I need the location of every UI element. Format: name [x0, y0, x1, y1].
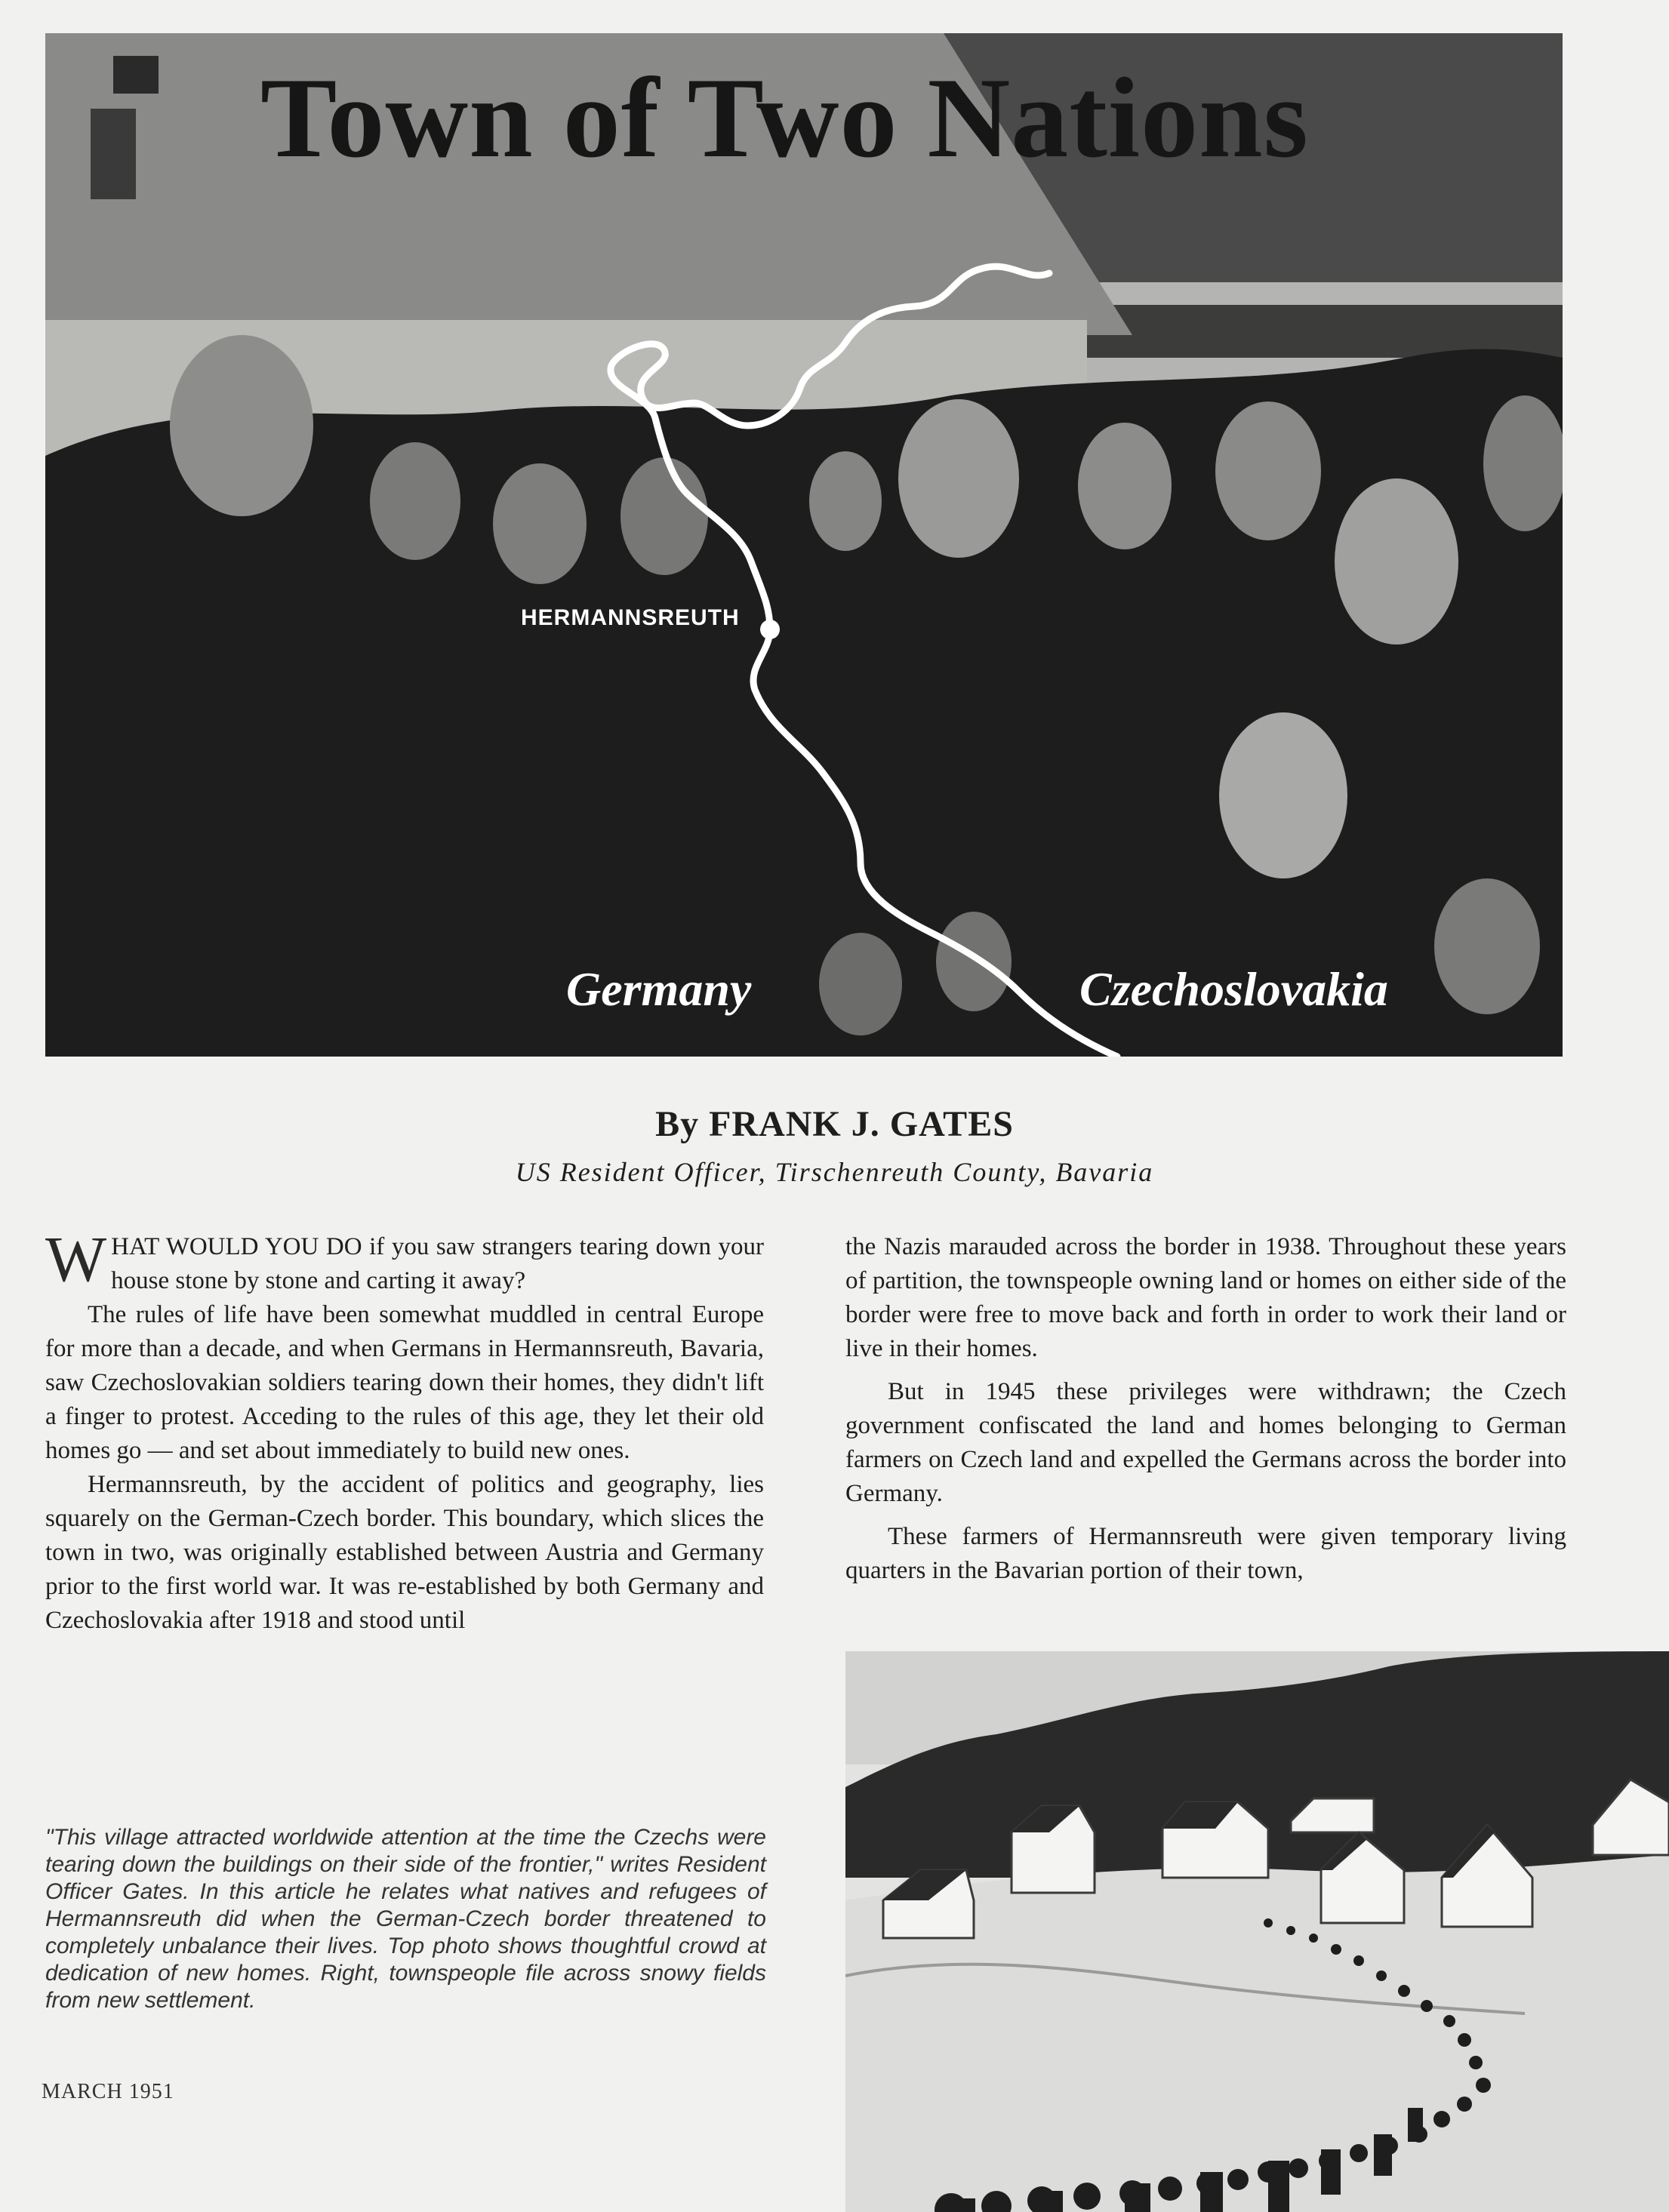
photo-caption: [45, 1824, 766, 2014]
paragraph: Hermannsreuth, by the accident of politics and geography, lies squarely on the German-Czech border. This boundary, which slices the town in two, was originally established between Austria and Germany prior to the first world war. It was re-established by both Germany and Czechoslovakia after 1918 and stood until: [45, 1471, 764, 1634]
top-photo: [45, 33, 1563, 1057]
paragraph: the Nazis marauded across the border in 1938. Throughout these years of partition, the townspeople owning land or homes on either side of the border were free to move back and forth in order to work their land or live in their homes.: [845, 1233, 1566, 1362]
byline-title: US Resident Officer, Tirschenreuth County, Bavaria: [515, 1157, 1154, 1187]
headline: Town of Two Nations: [260, 54, 1309, 181]
right-column: [845, 1230, 1566, 1588]
paragraph: These farmers of Hermannsreuth were given temporary living quarters in the Bavarian portion of their town,: [845, 1523, 1566, 1584]
left-column: [45, 1223, 764, 1638]
byline: By FRANK J. GATES: [655, 1104, 1014, 1144]
map-town-label: HERMANNSREUTH: [521, 605, 740, 630]
paragraph-text: HAT WOULD YOU DO if you saw strangers tearing down your house stone by stone and carting it away?: [111, 1233, 764, 1294]
paragraph: The rules of life have been somewhat muddled in central Europe for more than a decade, and when Germans in Hermannsreuth, Bavaria, saw Czechoslovakian soldiers tearing down their homes, they didn't lift a finger to protest. Acceding to the rules of this age, they let their old homes go — and set about immediately to build new ones.: [45, 1301, 764, 1464]
snowy-settlement-photo-illustration: [845, 1651, 1669, 2212]
paragraph: But in 1945 these privileges were withdrawn; the Czech government confiscated the land and homes belonging to German farmers on Czech land and expelled the Germans across the border into Germany.: [845, 1378, 1566, 1507]
bottom-photo: [845, 1651, 1669, 2212]
map-country-label-germany: Germany: [566, 962, 752, 1016]
map-country-label-czechoslovakia: Czechoslovakia: [1079, 962, 1388, 1016]
drop-cap: W: [45, 1223, 107, 1295]
paragraph: [45, 1223, 764, 1298]
issue-date-folio: MARCH 1951: [42, 2080, 174, 2103]
caption-text: "This village attracted worldwide attention at the time the Czechs were tearing down the buildings on their side of the frontier," writes Resident Officer Gates. In this article he relates what natives and refugees of Hermannsreuth did when the German-Czech border threatened to completely unbalance their lives. Top photo shows thoughtful crowd at dedication of new homes. Right, townspeople file across snowy fields from new settlement.: [45, 1825, 766, 2013]
crowd-photo-illustration: [45, 33, 1563, 1057]
